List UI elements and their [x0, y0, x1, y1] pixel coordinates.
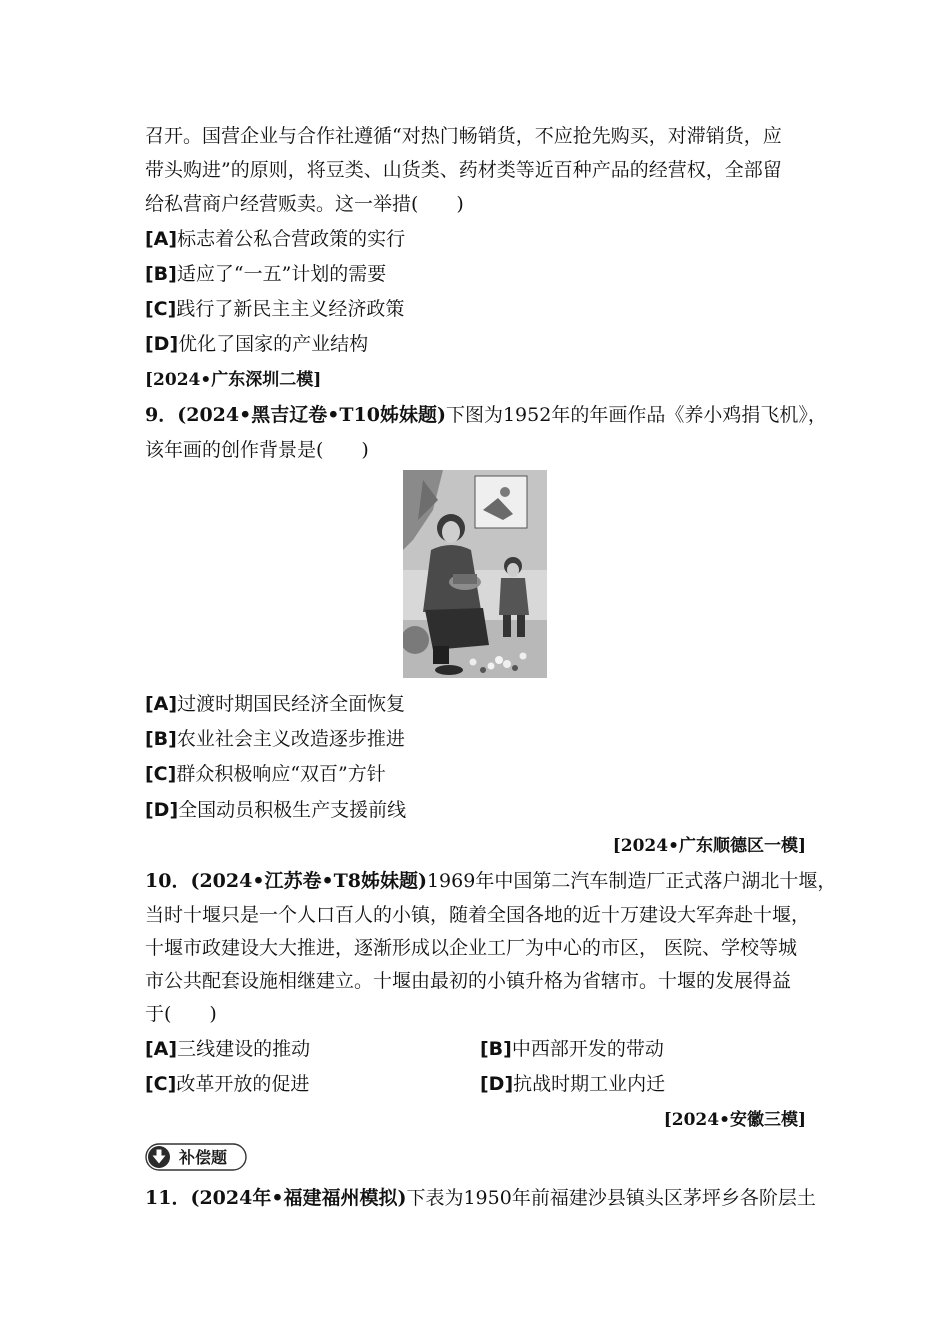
q9-option-c: [145, 762, 386, 786]
question-text: 下表为1950年前福建沙县镇头区茅坪乡各阶层土: [406, 1187, 816, 1209]
question-number: 9．: [145, 404, 178, 426]
option-text: 适应了“一五”计划的需要: [176, 263, 387, 285]
option-text: 优化了国家的产业结构: [178, 333, 369, 355]
option-letter: [D]: [145, 333, 179, 355]
q9-option-a: [145, 692, 405, 716]
option-letter: [D]: [145, 799, 179, 821]
option-letter: [C]: [145, 763, 177, 785]
q10-option-b: [480, 1037, 664, 1061]
q9-stem-line-1: [145, 403, 827, 427]
q9-option-b: [145, 727, 405, 751]
q10-stem-line-2: 当时十堰只是一个人口百人的小镇，随着全国各地的近十万建设大军奔赴十堰，: [145, 904, 811, 926]
option-letter: [A]: [145, 228, 178, 250]
option-text: 标志着公私合营政策的实行: [177, 228, 406, 250]
option-text: 抗战时期工业内迁: [513, 1073, 666, 1095]
new-year-painting-image: [403, 470, 547, 678]
option-text: 中西部开发的带动: [511, 1038, 664, 1060]
question-number: 11．: [145, 1187, 191, 1209]
q10-source: [2024•安徽三模]: [663, 1110, 806, 1130]
option-text: 过渡时期国民经济全面恢复: [177, 693, 406, 715]
q9-option-d: [145, 798, 406, 822]
question-text: 1969年中国第二汽车制造厂正式落户湖北十堰，: [426, 870, 837, 892]
q10-stem-line-3: 十堰市政建设大大推进，逐渐形成以企业工厂为中心的市区， 医院、学校等城: [145, 937, 798, 959]
q10-stem-line-4: 市公共配套设施相继建立。十堰由最初的小镇升格为省辖市。十堰的发展得益: [145, 970, 792, 992]
q10-option-c: [145, 1072, 309, 1096]
section-tag-label: 补偿题: [179, 1148, 228, 1167]
q8-option-d: [145, 332, 368, 356]
q8-stem-line-2: 带头购进”的原则，将豆类、山货类、药材类等近百种产品的经营权，全部留: [145, 159, 782, 181]
option-letter: [A]: [145, 1038, 178, 1060]
option-text: 全国动员积极生产支援前线: [178, 799, 407, 821]
option-letter: [C]: [145, 298, 177, 320]
section-tag-badge: [145, 1143, 247, 1171]
q10-stem-line-5: 于( ): [145, 1003, 217, 1025]
option-text: 三线建设的推动: [177, 1038, 311, 1060]
question-number: 10．: [145, 870, 191, 892]
q8-option-b: [145, 262, 386, 286]
option-text: 农业社会主义改造逐步推进: [176, 728, 405, 750]
down-arrow-icon: [148, 1146, 170, 1168]
option-letter: [B]: [145, 263, 177, 285]
option-text: 践行了新民主主义经济政策: [176, 298, 405, 320]
q10-option-d: [480, 1072, 665, 1096]
option-letter: [C]: [145, 1073, 177, 1095]
option-text: 改革开放的促进: [176, 1073, 310, 1095]
question-tag: (2024年•福建福州模拟): [190, 1187, 407, 1209]
option-letter: [B]: [145, 728, 177, 750]
option-letter: [D]: [480, 1073, 514, 1095]
option-text: 群众积极响应“双百”方针: [176, 763, 386, 785]
option-letter: [B]: [480, 1038, 512, 1060]
q10-option-a: [145, 1037, 310, 1061]
option-letter: [A]: [145, 693, 178, 715]
q10-stem-line-1: [145, 869, 836, 893]
question-text: 下图为1952年的年画作品《养小鸡捐飞机》，: [445, 404, 827, 426]
q11-stem-line-1: [145, 1186, 816, 1210]
q8-source: [2024•广东深圳二模]: [145, 370, 322, 390]
q8-stem-line-1: 召开。国营企业与合作社遵循“对热门畅销货，不应抢先购买，对滞销货，应: [145, 125, 782, 147]
q9-stem-line-2: 该年画的创作背景是( ): [145, 439, 369, 461]
q8-option-a: [145, 227, 405, 251]
question-tag: (2024•江苏卷•T8姊妹题): [190, 870, 427, 892]
question-tag: (2024•黑吉辽卷•T10姊妹题): [177, 404, 446, 426]
q9-source: [2024•广东顺德区一模]: [612, 836, 806, 856]
q8-option-c: [145, 297, 404, 321]
q8-stem-line-3: 给私营商户经营贩卖。这一举措( ): [145, 193, 464, 215]
